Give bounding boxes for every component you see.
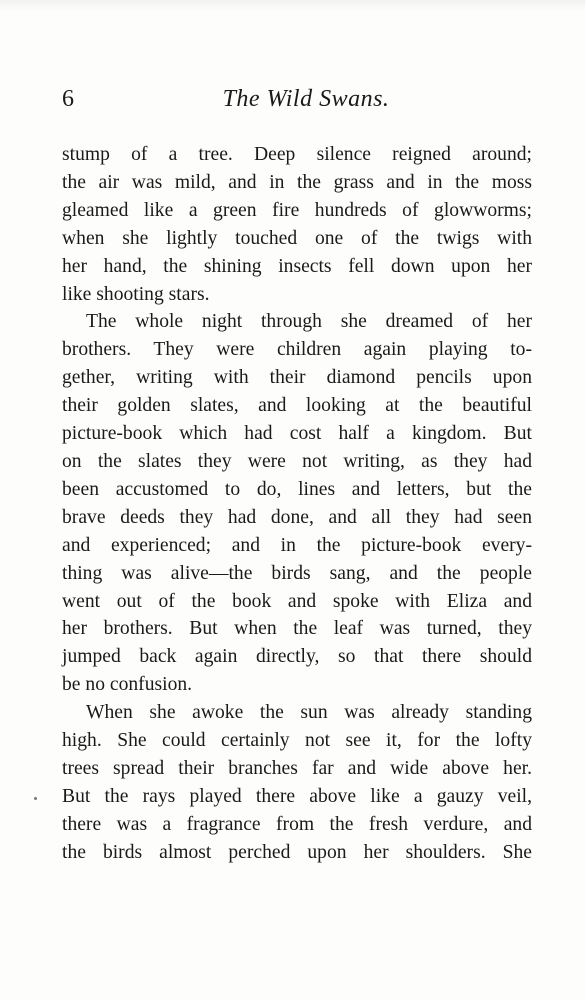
text-line: when she lightly touched one of the twigs with [62, 227, 532, 249]
text-line: But the rays played there above like a gauzy veil, [62, 785, 532, 807]
text-line: and experienced; and in the picture-book every- [62, 534, 532, 556]
text-line: the air was mild, and in the grass and in the moss [62, 171, 532, 193]
text-line: gleamed like a green fire hundreds of glowworms; [62, 199, 532, 221]
text-line: the birds almost perched upon her shoulders. She [62, 841, 532, 863]
text-line: like shooting stars. [62, 283, 210, 305]
text-line: The whole night through she dreamed of her [86, 311, 532, 333]
text-line: jumped back again directly, so that there should [62, 646, 532, 668]
text-line: brave deeds they had done, and all they had seen [62, 506, 532, 528]
body-text [62, 141, 532, 867]
paragraph-3 [62, 699, 532, 866]
paragraph-1 [62, 141, 532, 308]
text-line: high. She could certainly not see it, for the lofty [62, 730, 532, 752]
text-line: their golden slates, and looking at the beautiful [62, 395, 532, 417]
page-top-edge [0, 0, 585, 10]
text-line: When she awoke the sun was already standing [86, 702, 532, 724]
text-line: her hand, the shining insects fell down upon her [62, 255, 532, 277]
text-line: on the slates they were not writing, as they had [62, 450, 532, 472]
text-line: be no confusion. [62, 674, 193, 696]
text-line: trees spread their branches far and wide above her. [62, 757, 532, 779]
text-line: there was a fragrance from the fresh verdure, and [62, 813, 532, 835]
paragraph-2 [62, 308, 532, 699]
text-line: brothers. They were children again playing to- [62, 339, 532, 361]
text-line: went out of the book and spoke with Eliza and [62, 590, 532, 612]
page-header [62, 84, 532, 114]
text-line: thing was alive—the birds sang, and the people [62, 562, 532, 584]
page-number: 6 [62, 86, 74, 112]
text-line: picture-book which had cost half a kingdom. But [62, 423, 532, 445]
running-title: The Wild Swans. [222, 86, 390, 112]
text-line: stump of a tree. Deep silence reigned around; [62, 144, 532, 165]
text-line: been accustomed to do, lines and letters, but the [62, 478, 532, 500]
ink-speck [34, 797, 37, 800]
text-line: gether, writing with their diamond pencils upon [62, 367, 532, 389]
text-line: her brothers. But when the leaf was turned, they [62, 618, 532, 640]
